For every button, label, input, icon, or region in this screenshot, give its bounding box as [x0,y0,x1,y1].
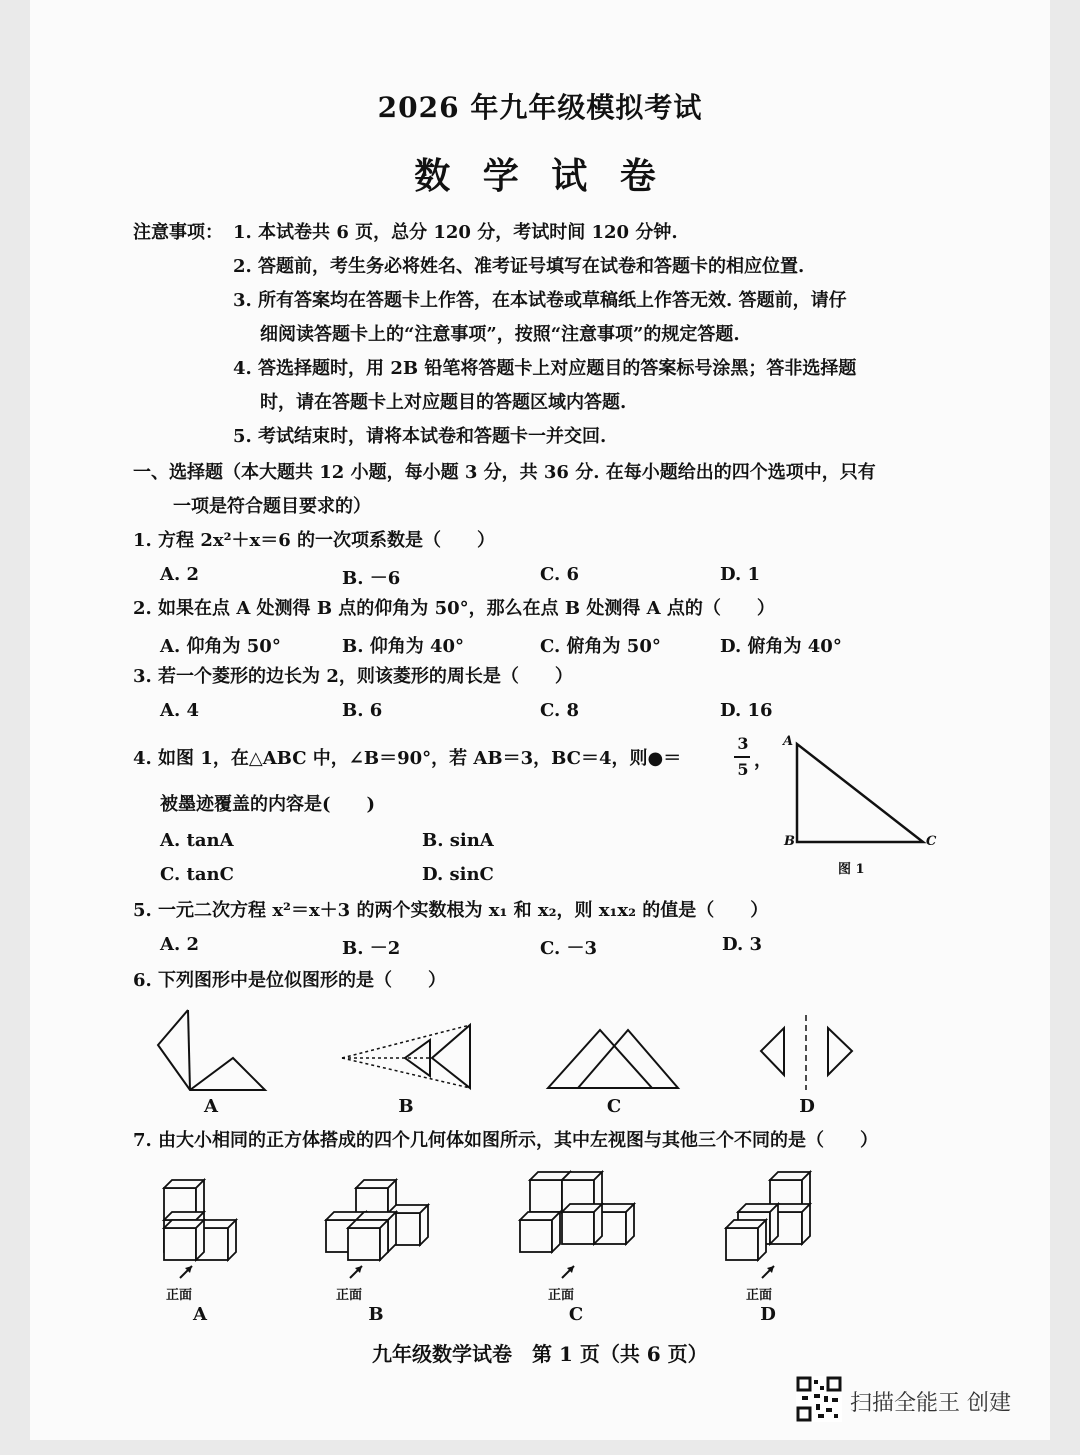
q6-label-d: D [799,1096,815,1117]
question-3-option-a: A. 4 [160,700,200,721]
q6-label-a: A [204,1096,218,1117]
question-4-option-a: A. tanA [160,830,234,851]
question-1-option-d: D. 1 [720,564,761,585]
q7-front-label-b: 正面 [336,1288,363,1303]
watermark-text: 扫描全能王 创建 [850,1391,1011,1416]
q7-figure-b [326,1180,428,1278]
question-2-stem: 2. 如果在点 A 处测得 B 点的仰角为 50°，那么在点 B 处测得 A 点的（ ） [133,598,775,619]
qr-code-icon [796,1376,842,1422]
notice-item-3: 3. 所有答案均在答题卡上作答，在本试卷或草稿纸上作答无效. 答题前，请仔 [233,290,847,311]
exam-title: 2026 年九年级模拟考试 [377,91,703,124]
question-1-stem: 1. 方程 2x²＋x＝6 的一次项系数是（ ） [133,530,495,551]
q7-figure-a [164,1180,236,1278]
question-2-option-b: B. 仰角为 40° [342,636,465,657]
notice-item-3-cont: 细阅读答题卡上的“注意事项”，按照“注意事项”的规定答题. [260,324,740,345]
question-4-option-d: D. sinC [422,864,494,885]
q6-label-b: B [398,1096,414,1117]
vertex-a-label: A [783,734,794,749]
question-3-option-b: B. 6 [342,700,383,721]
notice-label: 注意事项： [133,222,223,243]
notice-item-2: 2. 答题前，考生务必将姓名、准考证号填写在试卷和答题卡的相应位置. [233,256,805,277]
question-2-option-a: A. 仰角为 50° [160,636,281,657]
question-3-option-d: D. 16 [720,700,773,721]
question-5-stem: 5. 一元二次方程 x²＝x＋3 的两个实数根为 x₁ 和 x₂，则 x₁x₂ 的值是（ ） [133,900,769,921]
question-4-stem: 4. 如图 1，在△ABC 中，∠B＝90°，若 AB＝3，BC＝4，则●＝ [133,748,682,769]
question-4-fraction-denominator: 5 [737,760,749,779]
question-5-option-c: C. －3 [540,938,598,959]
vertex-b-label: B [784,834,795,849]
question-1-option-b: B. －6 [342,568,401,589]
question-1-option-a: A. 2 [160,564,200,585]
question-2-option-c: C. 俯角为 50° [540,636,661,657]
q7-front-label-a: 正面 [166,1288,193,1303]
question-5-option-a: A. 2 [160,934,200,955]
question-4-option-b: B. sinA [422,830,494,851]
question-4-option-c: C. tanC [160,864,234,885]
question-4-fraction-numerator: 3 [737,734,749,753]
section-heading: 一、选择题（本大题共 12 小题，每小题 3 分，共 36 分. 在每小题给出的四个选项中，只有 [133,462,876,483]
question-5-option-d: D. 3 [722,934,763,955]
q7-front-label-d: 正面 [746,1288,773,1303]
q7-figure-d [726,1172,810,1278]
question-2-option-d: D. 俯角为 40° [720,636,842,657]
question-6-stem: 6. 下列图形中是位似图形的是（ ） [133,970,447,991]
page-footer: 九年级数学试卷 第 1 页（共 6 页） [372,1342,708,1366]
q7-label-a: A [193,1304,207,1325]
question-1-option-c: C. 6 [540,564,580,585]
q7-label-d: D [760,1304,776,1325]
question-3-option-c: C. 8 [540,700,580,721]
figure-1-caption: 图 1 [838,862,865,877]
vertex-c-label: C [926,834,937,849]
question-3-stem: 3. 若一个菱形的边长为 2，则该菱形的周长是（ ） [133,666,573,687]
q6-label-c: C [606,1096,622,1117]
subject-title: 数 学 试 卷 [414,155,666,197]
question-4-comma: ， [754,750,772,771]
question-5-option-b: B. －2 [342,938,401,959]
notice-item-5: 5. 考试结束时，请将本试卷和答题卡一并交回. [233,426,607,447]
q7-figure-c [520,1172,634,1278]
section-heading-cont: 一项是符合题目要求的） [173,496,371,517]
question-4-stem-cont: 被墨迹覆盖的内容是( ) [160,794,376,815]
q7-label-b: B [368,1304,384,1325]
notice-item-4: 4. 答选择题时，用 2B 铅笔将答题卡上对应题目的答案标号涂黑；答非选择题 [233,358,857,379]
notice-item-4-cont: 时，请在答题卡上对应题目的答题区域内答题. [260,392,627,413]
notice-item-1: 1. 本试卷共 6 页，总分 120 分，考试时间 120 分钟. [233,222,678,243]
q7-label-c: C [568,1304,584,1325]
question-7-stem: 7. 由大小相同的正方体搭成的四个几何体如图所示，其中左视图与其他三个不同的是（ ） [133,1130,879,1151]
q7-front-label-c: 正面 [548,1288,575,1303]
